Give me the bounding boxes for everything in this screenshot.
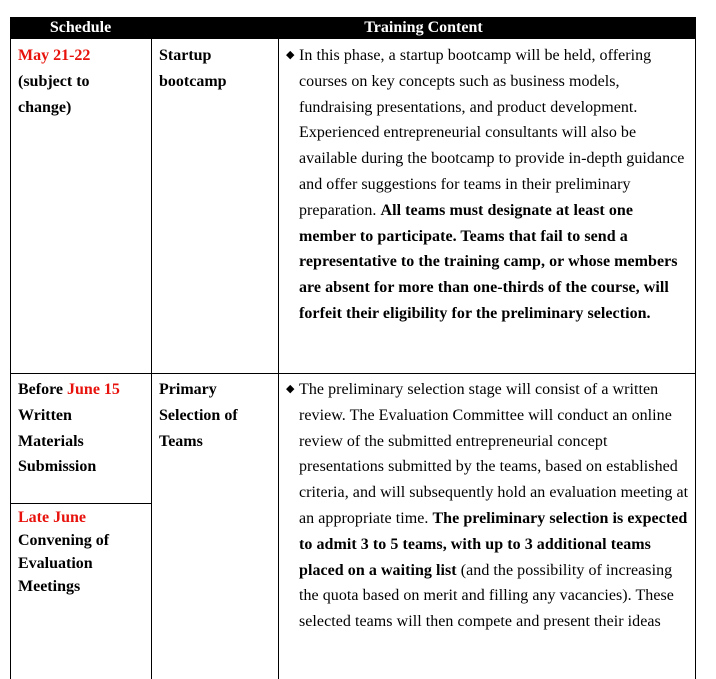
- row2-content-text: The preliminary selection stage will consist of a written review. The Evaluation Committee will conduct an online review of the submitted entrepreneurial concept presentations submitted by the teams, based on established criteria, and will subsequently hold an evaluation meeting at an appropriate time.: [299, 381, 689, 527]
- row2-content-emphasis: The preliminary selection is expected to admit 3 to 5 teams, with up to 3 additional teams placed on a waiting list: [299, 509, 688, 579]
- row1-content-text: In this phase, a startup bootcamp will be held, offering courses on key concepts such as business models, fundraising presentations, and product development. Experienced entrepreneurial consultants will also be available during the bootcamp to provide in-depth guidance and offer suggestions for teams in their preliminary preparation.: [299, 47, 685, 219]
- row2-schedule-b: [18, 506, 146, 598]
- row2-date-prefix: Before: [18, 381, 68, 398]
- border-right: [695, 39, 696, 679]
- border-col2: [278, 39, 279, 679]
- row1-date: May 21-22: [18, 47, 91, 64]
- row2-milestone-late: Convening of Evaluation Meetings: [18, 532, 110, 595]
- header-training-content: Training Content: [151, 17, 696, 39]
- row2-bullet-icon: ◆: [286, 383, 295, 395]
- border-left: [10, 39, 11, 679]
- row1-bullet-icon: ◆: [286, 49, 295, 61]
- schedule-sub-divider: [10, 503, 151, 504]
- row1-schedule: [18, 43, 146, 120]
- training-schedule-table: [10, 17, 696, 677]
- row2-content: [299, 377, 692, 635]
- row2-milestone: Written Materials Submission: [18, 406, 97, 476]
- header-schedule: Schedule: [10, 17, 151, 39]
- row2-content-tail: (and the possibility of increasing the quota based on merit and filling any vacancies). These selected teams will then compete and present their ideas: [299, 561, 674, 631]
- row-divider: [10, 373, 696, 374]
- row2-date-late: Late June: [18, 509, 86, 526]
- row2-schedule-a: [18, 377, 146, 480]
- row2-date: June 15: [67, 381, 120, 398]
- row1-date-note: (subject to change): [18, 72, 90, 116]
- row2-phase: Primary Selection of Teams: [159, 381, 238, 450]
- row1-phase: Startup bootcamp: [159, 47, 227, 90]
- border-col1: [151, 39, 152, 679]
- row1-content-emphasis: All teams must designate at least one member to participate. Teams that fail to send a representative to the training camp, or whose members are absent for more than one-thirds of the course, will forfeit their eligibility for the preliminary selection.: [299, 201, 678, 322]
- row1-content: [299, 43, 692, 327]
